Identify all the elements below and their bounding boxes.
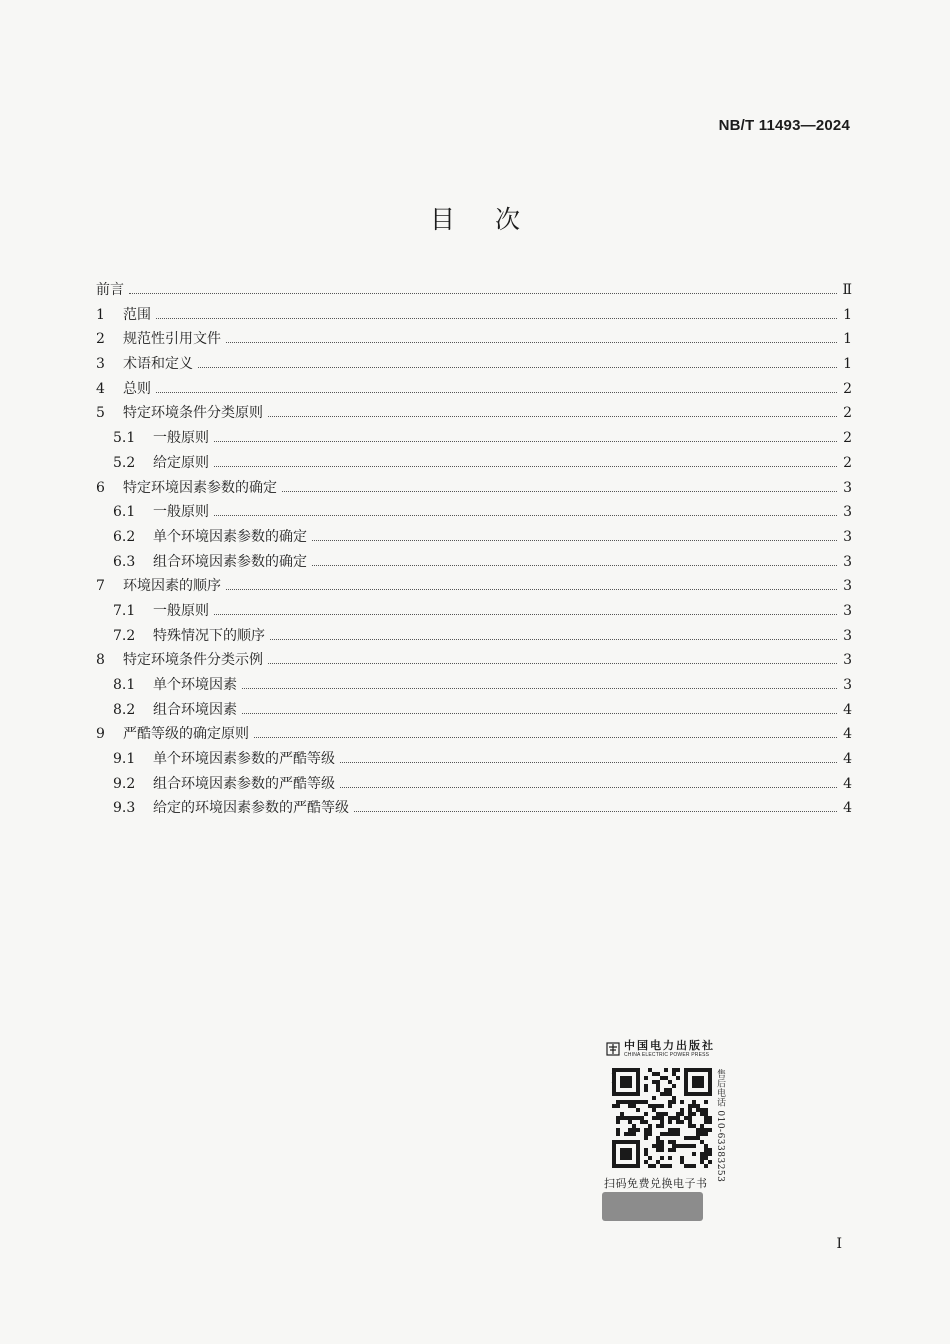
service-hotline: 售后电话 010-63383253 xyxy=(715,1069,725,1183)
toc-entry-label: 特殊情况下的顺序 xyxy=(153,627,265,644)
toc-entry-number: 6.2 xyxy=(113,528,136,545)
toc-dot-leader xyxy=(282,490,837,492)
toc-dot-leader xyxy=(312,539,837,541)
qr-sticker xyxy=(600,1040,732,1220)
toc-entry-number: 9.3 xyxy=(113,800,136,817)
toc-entry-page: 4 xyxy=(843,800,852,817)
toc-entry-page: 4 xyxy=(843,751,852,768)
toc-entry[interactable] xyxy=(96,353,852,378)
toc-entry-label: 单个环境因素参数的严酷等级 xyxy=(153,751,335,768)
toc-entry[interactable] xyxy=(96,773,852,798)
toc-dot-leader xyxy=(254,736,837,738)
toc-entry[interactable] xyxy=(96,304,852,329)
toc-entry[interactable] xyxy=(96,600,852,625)
toc-dot-leader xyxy=(214,613,837,615)
toc-entry-number: 1 xyxy=(96,306,105,323)
toc-entry[interactable] xyxy=(96,674,852,699)
toc-entry-label: 特定环境条件分类示例 xyxy=(123,652,263,669)
toc-entry[interactable] xyxy=(96,427,852,452)
toc-entry-label: 一般原则 xyxy=(153,504,209,521)
publisher-logo-icon xyxy=(606,1042,620,1056)
toc-entry-page: 3 xyxy=(843,504,852,521)
toc-dot-leader xyxy=(242,712,837,714)
table-of-contents xyxy=(96,279,852,822)
toc-entry-number: 9.1 xyxy=(113,751,136,768)
toc-dot-leader xyxy=(214,514,837,516)
toc-entry-label: 一般原则 xyxy=(153,602,209,619)
toc-dot-leader xyxy=(226,588,837,590)
toc-dot-leader xyxy=(270,638,837,640)
toc-entry-number: 2 xyxy=(96,331,105,348)
toc-entry-number: 9.2 xyxy=(113,775,136,792)
toc-dot-leader xyxy=(198,366,837,368)
toc-entry-page: Ⅱ xyxy=(842,282,852,298)
page-title: 目次 xyxy=(429,205,560,234)
toc-entry-label: 严酷等级的确定原则 xyxy=(123,726,249,743)
publisher-mark xyxy=(606,1040,730,1058)
toc-entry-page: 1 xyxy=(843,306,852,323)
toc-entry-number: 6.3 xyxy=(113,553,136,570)
toc-entry-page: 1 xyxy=(843,331,852,348)
toc-entry-label: 特定环境条件分类原则 xyxy=(123,405,263,422)
toc-entry-page: 3 xyxy=(843,627,852,644)
toc-entry-label: 给定的环境因素参数的严酷等级 xyxy=(153,800,349,817)
toc-entry-page: 3 xyxy=(843,553,852,570)
toc-entry-label: 组合环境因素参数的严酷等级 xyxy=(153,775,335,792)
qr-code[interactable] xyxy=(612,1068,712,1168)
toc-entry-label: 一般原则 xyxy=(153,430,209,447)
toc-entry[interactable] xyxy=(96,477,852,502)
toc-dot-leader xyxy=(156,317,837,319)
toc-entry-label: 环境因素的顺序 xyxy=(123,578,221,595)
toc-entry[interactable] xyxy=(96,402,852,427)
toc-dot-leader xyxy=(214,440,837,442)
toc-entry-page: 2 xyxy=(843,430,852,447)
toc-entry-number: 4 xyxy=(96,380,105,397)
toc-entry-number: 5 xyxy=(96,405,105,422)
toc-dot-leader xyxy=(242,687,837,689)
toc-entry-number: 6.1 xyxy=(113,504,136,521)
toc-entry[interactable] xyxy=(96,328,852,353)
toc-entry-label: 术语和定义 xyxy=(123,356,193,373)
toc-entry[interactable] xyxy=(96,625,852,650)
toc-entry-label: 特定环境因素参数的确定 xyxy=(123,479,277,496)
toc-entry-page: 2 xyxy=(843,380,852,397)
toc-entry-page: 2 xyxy=(843,405,852,422)
toc-entry[interactable] xyxy=(96,649,852,674)
toc-entry-page: 3 xyxy=(843,528,852,545)
toc-entry-page: 4 xyxy=(843,701,852,718)
toc-entry-number: 9 xyxy=(96,726,105,743)
toc-dot-leader xyxy=(129,292,837,294)
toc-entry-label: 给定原则 xyxy=(153,454,209,471)
toc-entry-number: 7 xyxy=(96,578,105,595)
toc-entry-page: 3 xyxy=(843,602,852,619)
toc-entry-number: 8 xyxy=(96,652,105,669)
publisher-name-en: CHINA ELECTRIC POWER PRESS xyxy=(624,1052,710,1058)
toc-entry-label: 总则 xyxy=(123,380,151,397)
toc-entry-number: 5.2 xyxy=(113,454,136,471)
toc-entry-label: 前言 xyxy=(96,282,124,298)
toc-entry[interactable] xyxy=(96,551,852,576)
toc-entry-number: 3 xyxy=(96,356,105,373)
toc-entry-label: 组合环境因素 xyxy=(153,701,237,718)
toc-dot-leader xyxy=(226,341,837,343)
toc-entry-number: 8.2 xyxy=(113,701,136,718)
toc-dot-leader xyxy=(312,564,837,566)
toc-entry-page: 4 xyxy=(843,775,852,792)
toc-entry-label: 规范性引用文件 xyxy=(123,331,221,348)
toc-dot-leader xyxy=(340,761,837,763)
toc-entry-page: 1 xyxy=(843,356,852,373)
toc-entry[interactable] xyxy=(96,501,852,526)
toc-dot-leader xyxy=(214,465,837,467)
redeem-code-box xyxy=(602,1192,703,1221)
toc-dot-leader xyxy=(268,415,837,417)
toc-entry[interactable] xyxy=(96,575,852,600)
toc-entry-page: 3 xyxy=(843,677,852,693)
toc-entry[interactable] xyxy=(96,748,852,773)
toc-entry-number: 7.1 xyxy=(113,602,136,619)
toc-dot-leader xyxy=(156,391,837,393)
toc-entry-label: 单个环境因素 xyxy=(153,677,237,693)
toc-entry-page: 4 xyxy=(843,726,852,743)
toc-entry-page: 3 xyxy=(843,578,852,595)
toc-dot-leader xyxy=(268,662,837,664)
toc-entry-number: 8.1 xyxy=(113,677,136,693)
toc-dot-leader xyxy=(354,810,837,812)
toc-entry[interactable] xyxy=(96,378,852,403)
toc-entry-label: 单个环境因素参数的确定 xyxy=(153,528,307,545)
toc-entry-label: 组合环境因素参数的确定 xyxy=(153,553,307,570)
toc-entry-number: 5.1 xyxy=(113,430,136,447)
standard-code: NB/T 11493—2024 xyxy=(718,117,850,134)
toc-entry[interactable] xyxy=(96,699,852,724)
toc-entry[interactable] xyxy=(96,452,852,477)
toc-entry-page: 2 xyxy=(843,454,852,471)
toc-entry-page: 3 xyxy=(843,652,852,669)
toc-dot-leader xyxy=(340,786,837,788)
publisher-name-cn: 中国电力出版社 xyxy=(624,1039,715,1052)
page-folio: I xyxy=(836,1236,842,1252)
toc-entry[interactable] xyxy=(96,723,852,748)
scan-instruction: 扫码免费兑换电子书 xyxy=(604,1177,708,1190)
toc-entry[interactable] xyxy=(96,279,852,304)
toc-entry[interactable] xyxy=(96,526,852,551)
toc-entry-number: 6 xyxy=(96,479,105,496)
toc-entry-page: 3 xyxy=(843,479,852,496)
toc-entry-number: 7.2 xyxy=(113,627,136,644)
toc-entry-label: 范围 xyxy=(123,306,151,323)
toc-entry[interactable] xyxy=(96,797,852,822)
